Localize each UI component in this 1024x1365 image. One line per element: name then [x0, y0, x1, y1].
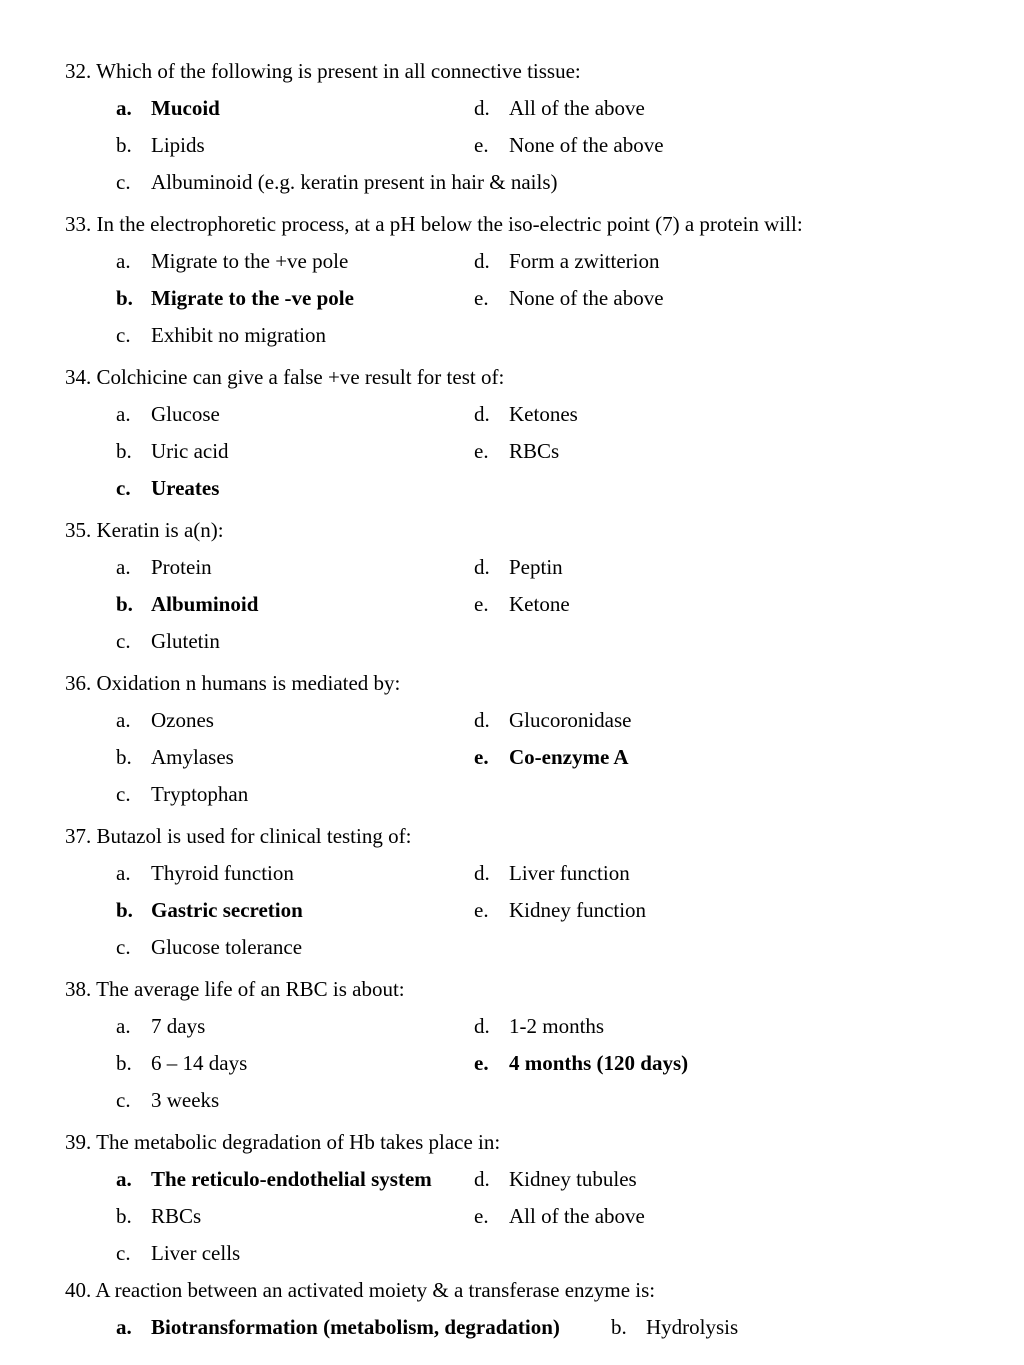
question-stem: 34. Colchicine can give a false +ve result for test of:	[65, 365, 505, 389]
option-d: d. Glucoronidase	[474, 708, 632, 732]
option-c: c. Tryptophan	[116, 782, 249, 806]
option-a: a. Migrate to the +ve pole	[116, 249, 349, 273]
option-a: a. Biotransformation (metabolism, degradation)	[116, 1315, 560, 1339]
question-stem: 33. In the electrophoretic process, at a pH below the iso-electric point (7) a protein will:	[65, 212, 803, 236]
question-stem: 40. A reaction between an activated moiety & a transferase enzyme is:	[65, 1278, 656, 1302]
option-d: d. Peptin	[474, 555, 563, 579]
question-stem: 37. Butazol is used for clinical testing of:	[65, 824, 412, 848]
option-c: c. Liver cells	[116, 1241, 241, 1265]
option-d: d. 1-2 months	[474, 1014, 605, 1038]
option-d: d. All of the above	[474, 96, 645, 120]
question-stem: 39. The metabolic degradation of Hb takes place in:	[65, 1130, 501, 1154]
option-b: b. Uric acid	[116, 439, 229, 463]
option-c: c. Glucose tolerance	[116, 935, 303, 959]
question-stem: 38. The average life of an RBC is about:	[65, 977, 405, 1001]
option-c: c. Exhibit no migration	[116, 323, 326, 347]
option-e: e. 4 months (120 days)	[474, 1051, 689, 1075]
option-c: c. 3 weeks	[116, 1088, 220, 1112]
option-d: d. Liver function	[474, 861, 630, 885]
question-stem: 32. Which of the following is present in all connective tissue:	[65, 59, 581, 83]
option-b: b. Migrate to the -ve pole	[116, 286, 354, 310]
option-b: b. RBCs	[116, 1204, 202, 1228]
option-b: b. Gastric secretion	[116, 898, 303, 922]
option-a: a. Glucose	[116, 402, 220, 426]
option-a: a. Mucoid	[116, 96, 220, 120]
option-a: a. Ozones	[116, 708, 214, 732]
option-c: c. Glutetin	[116, 629, 220, 653]
option-e: e. Co-enzyme A	[474, 745, 629, 769]
question-stem: 36. Oxidation n humans is mediated by:	[65, 671, 401, 695]
option-b: b. Lipids	[116, 133, 205, 157]
option-b: b. 6 – 14 days	[116, 1051, 248, 1075]
option-a: a. Thyroid function	[116, 861, 294, 885]
option-e: e. RBCs	[474, 439, 560, 463]
option-a: a. 7 days	[116, 1014, 206, 1038]
option-a: a. The reticulo-endothelial system	[116, 1167, 432, 1191]
option-d: d. Ketones	[474, 402, 578, 426]
option-e: e. None of the above	[474, 286, 664, 310]
question-stem: 35. Keratin is a(n):	[65, 518, 224, 542]
option-e: e. Kidney function	[474, 898, 647, 922]
option-c: c. Albuminoid (e.g. keratin present in hair & nails)	[116, 170, 558, 194]
option-e: e. All of the above	[474, 1204, 645, 1228]
option-a: a. Protein	[116, 555, 212, 579]
option-d: d. Kidney tubules	[474, 1167, 637, 1191]
option-e: e. None of the above	[474, 133, 664, 157]
option-e: e. Ketone	[474, 592, 570, 616]
option-b: b. Amylases	[116, 745, 234, 769]
option-c: c. Ureates	[116, 476, 220, 500]
option-b: b. Hydrolysis	[611, 1315, 739, 1339]
option-b: b. Albuminoid	[116, 592, 259, 616]
option-d: d. Form a zwitterion	[474, 249, 660, 273]
